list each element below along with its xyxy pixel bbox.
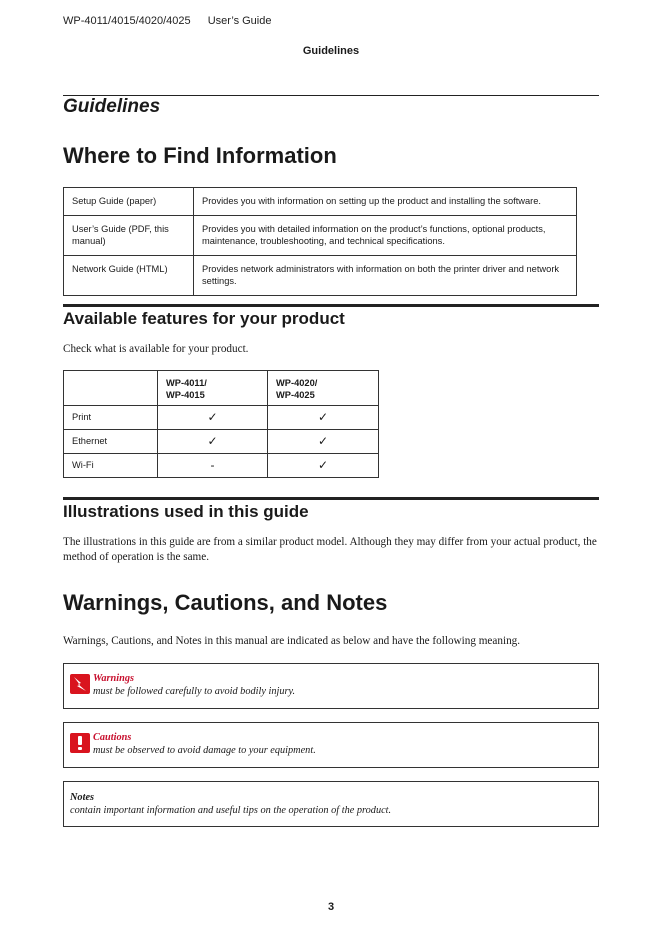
section-rule xyxy=(63,497,599,500)
doc-name: Setup Guide (paper) xyxy=(64,188,194,216)
features-title: Available features for your product xyxy=(63,309,345,328)
doc-name: Network Guide (HTML) xyxy=(64,256,194,296)
header-model: WP-4011/4015/4020/4025 xyxy=(63,15,191,27)
feature-name: Ethernet xyxy=(64,430,158,454)
table-row xyxy=(64,454,379,478)
warning-title: Warnings xyxy=(93,673,135,684)
caution-text: must be observed to avoid damage to your equipment. xyxy=(93,745,316,756)
where-info-title: Where to Find Information xyxy=(63,143,337,168)
doc-desc: Provides network administrators with information on both the printer driver and network settings. xyxy=(194,256,577,296)
check-mark: ✓ xyxy=(268,430,379,454)
note-box xyxy=(63,781,599,827)
check-mark: ✓ xyxy=(158,430,268,454)
note-text: contain important information and useful tips on the operation of the product. xyxy=(70,805,392,816)
check-mark: ✓ xyxy=(268,454,379,478)
running-header xyxy=(63,15,285,27)
model-header-line: WP-4025 xyxy=(276,390,315,400)
warning-text: must be followed carefully to avoid bodily injury. xyxy=(93,686,296,697)
caution-title: Cautions xyxy=(93,732,132,743)
check-mark: ✓ xyxy=(268,406,379,430)
caution-box xyxy=(63,722,599,768)
illustrations-title: Illustrations used in this guide xyxy=(63,502,309,521)
illustrations-text: The illustrations in this guide are from a similar product model. Although they may differ from your actual product, the method of operation is the same. xyxy=(63,536,597,563)
chapter-title: Guidelines xyxy=(63,96,161,117)
dash-mark: - xyxy=(158,454,268,478)
note-title: Notes xyxy=(70,792,95,803)
section-rule xyxy=(63,304,599,307)
feature-name: Wi-Fi xyxy=(64,454,158,478)
doc-name: User’s Guide (PDF, this manual) xyxy=(64,216,194,256)
table-row xyxy=(64,188,577,216)
page-number: 3 xyxy=(327,901,335,913)
model-column-header xyxy=(268,371,379,406)
table-row xyxy=(64,256,577,296)
empty-header-cell xyxy=(64,371,158,406)
table-header-row xyxy=(64,371,379,406)
model-header-line: WP-4020/ xyxy=(276,378,318,388)
caution-exclamation-icon xyxy=(70,733,90,753)
header-guide: User’s Guide xyxy=(207,15,272,27)
where-info-table xyxy=(63,187,577,296)
table-row xyxy=(64,406,379,430)
feature-name: Print xyxy=(64,406,158,430)
warnings-intro: Warnings, Cautions, and Notes in this manual are indicated as below and have the following meaning. xyxy=(63,635,521,647)
table-row xyxy=(64,430,379,454)
warning-shock-icon xyxy=(70,674,90,694)
header-section: Guidelines xyxy=(302,45,360,57)
features-intro: Check what is available for your product. xyxy=(63,343,249,355)
warning-box xyxy=(63,663,599,709)
table-row xyxy=(64,216,577,256)
features-table xyxy=(63,370,379,478)
check-mark: ✓ xyxy=(158,406,268,430)
model-column-header xyxy=(158,371,268,406)
model-header-line: WP-4015 xyxy=(166,390,205,400)
model-header-line: WP-4011/ xyxy=(166,378,207,388)
warnings-title: Warnings, Cautions, and Notes xyxy=(63,590,388,615)
doc-desc: Provides you with information on setting up the product and installing the software. xyxy=(194,188,577,216)
doc-desc: Provides you with detailed information on the product’s functions, optional products, maintenance, troubleshooting, and technical specifications. xyxy=(194,216,577,256)
